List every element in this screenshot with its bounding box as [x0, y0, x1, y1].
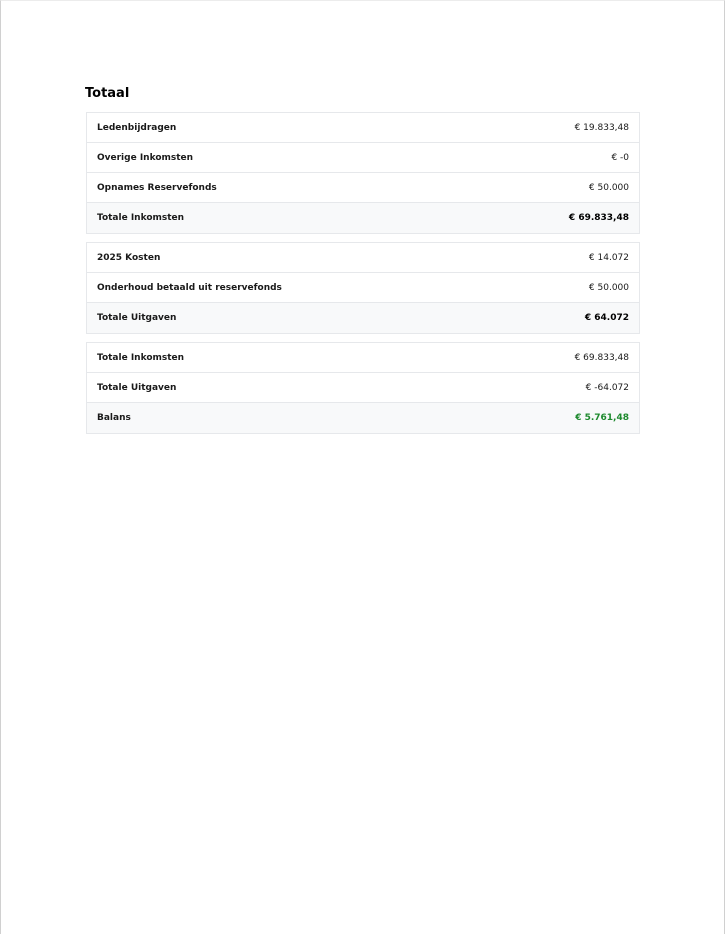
total-value: € 69.833,48: [568, 213, 629, 223]
expenses-table: [86, 242, 640, 334]
row-label: Totale Inkomsten: [97, 352, 185, 363]
income-table: [86, 112, 640, 234]
table-row: [87, 343, 639, 373]
balance-value: € 5.761,48: [575, 413, 629, 423]
balance-label: Balans: [97, 413, 131, 423]
row-label: 2025 Kosten: [97, 252, 161, 263]
total-value: € 64.072: [584, 313, 629, 323]
table-row: [87, 273, 639, 303]
total-label: Totale Inkomsten: [97, 213, 185, 223]
total-expenses-row: [87, 303, 639, 333]
total-label: Totale Uitgaven: [97, 313, 177, 323]
row-label: Opnames Reservefonds: [97, 182, 217, 193]
table-row: [87, 243, 639, 273]
row-value: € -0: [611, 152, 629, 163]
total-income-row: [87, 203, 639, 233]
row-value: € 69.833,48: [574, 352, 629, 363]
row-label: Onderhoud betaald uit reservefonds: [97, 282, 282, 293]
row-label: Ledenbijdragen: [97, 122, 177, 133]
row-value: € 50.000: [588, 282, 629, 293]
table-row: [87, 113, 639, 143]
table-row: [87, 173, 639, 203]
row-label: Totale Uitgaven: [97, 382, 177, 393]
summary-table: [86, 342, 640, 434]
balance-row: [87, 403, 639, 433]
row-label: Overige Inkomsten: [97, 152, 194, 163]
row-value: € 50.000: [588, 182, 629, 193]
row-value: € -64.072: [585, 382, 629, 393]
table-row: [87, 373, 639, 403]
section-title: Totaal: [85, 86, 130, 101]
table-row: [87, 143, 639, 173]
row-value: € 19.833,48: [574, 122, 629, 133]
row-value: € 14.072: [588, 252, 629, 263]
